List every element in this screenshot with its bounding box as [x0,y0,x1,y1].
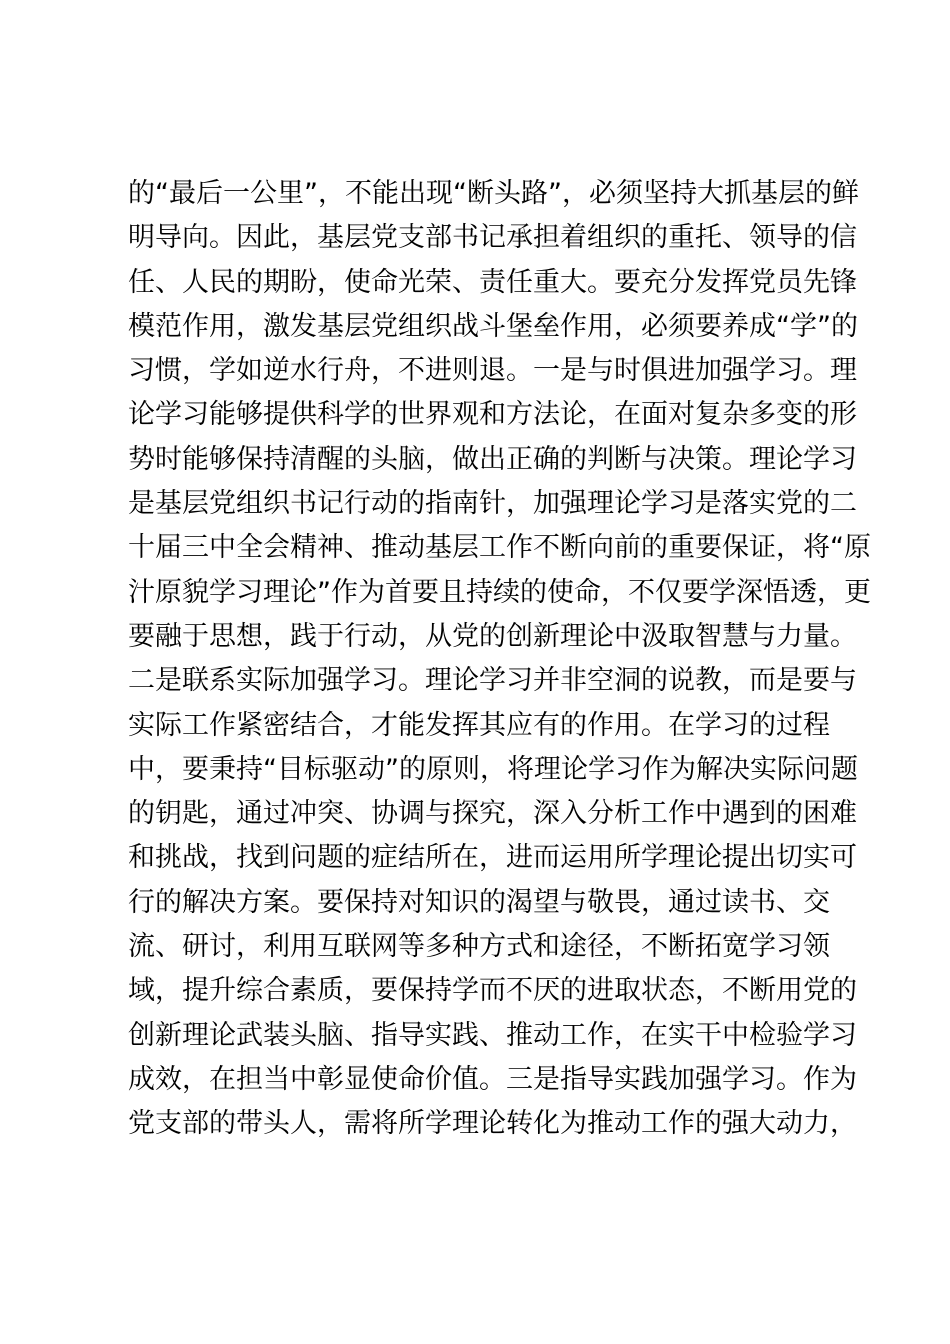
text-line: 十届三中全会精神、推动基层工作不断向前的重要保证，将“原 [128,532,871,564]
text-line: 和挑战，找到问题的症结所在，进而运用所学理论提出切实可 [128,842,857,874]
text-line: 模范作用，激发基层党组织战斗堡垒作用，必须要养成“学”的 [128,310,858,342]
text-line: 创新理论武装头脑、指导实践、推动工作，在实干中检验学习 [128,1019,857,1051]
body-paragraph [128,172,871,1147]
text-line: 要融于思想，践于行动，从党的创新理论中汲取智慧与力量。 [128,620,857,652]
text-line: 势时能够保持清醒的头脑，做出正确的判断与决策。理论学习 [128,443,857,475]
text-line: 行的解决方案。要保持对知识的渴望与敬畏，通过读书、交 [128,886,830,918]
text-line: 成效，在担当中彰显使命价值。三是指导实践加强学习。作为 [128,1063,857,1095]
text-line: 的“最后一公里”，不能出现“断头路”，必须坚持大抓基层的鲜 [128,178,859,209]
text-line: 论学习能够提供科学的世界观和方法论，在面对复杂多变的形 [128,399,857,431]
text-line: 流、研讨，利用互联网等多种方式和途径，不断拓宽学习领 [128,931,830,963]
text-line: 是基层党组织书记行动的指南针，加强理论学习是落实党的二 [128,488,857,520]
text-line: 实际工作紧密结合，才能发挥其应有的作用。在学习的过程 [128,709,830,741]
text-line: 的钥匙，通过冲突、协调与探究，深入分析工作中遇到的困难 [128,798,857,830]
text-line: 域，提升综合素质，要保持学而不厌的进取状态，不断用党的 [128,975,857,1007]
text-line: 中，要秉持“目标驱动”的原则，将理论学习作为解决实际问题 [128,753,858,785]
text-line: 习惯，学如逆水行舟，不进则退。一是与时俱进加强学习。理 [128,355,857,387]
text-line: 汁原貌学习理论”作为首要且持续的使命，不仅要学深悟透，更 [128,576,871,608]
text-line: 党支部的带头人，需将所学理论转化为推动工作的强大动力， [128,1108,857,1140]
text-line: 明导向。因此，基层党支部书记承担着组织的重托、领导的信 [128,222,857,254]
text-line: 任、人民的期盼，使命光荣、责任重大。要充分发挥党员先锋 [128,266,857,298]
text-line: 二是联系实际加强学习。理论学习并非空洞的说教，而是要与 [128,665,857,697]
